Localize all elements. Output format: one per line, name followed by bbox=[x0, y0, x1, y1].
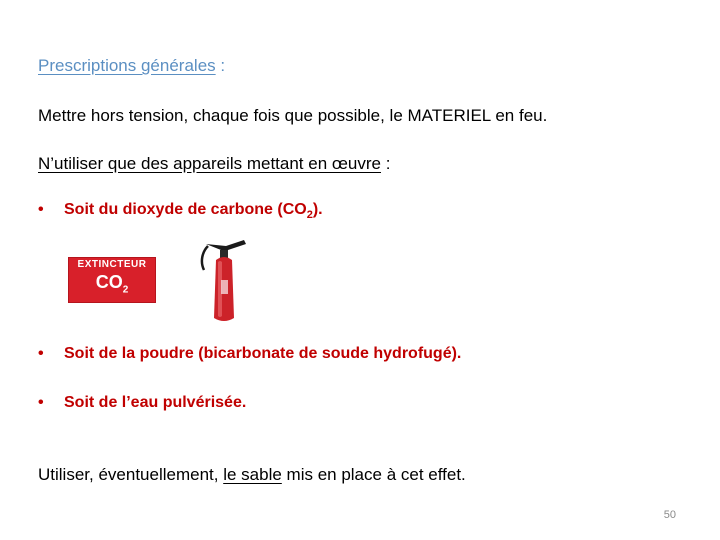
bullet-water bbox=[38, 394, 246, 412]
bullet-powder bbox=[38, 345, 461, 363]
instruction-sand-after: mis en place à cet effet. bbox=[281, 465, 466, 484]
instruction-devices-underlined: N’utiliser que des appareils mettant en œuvre bbox=[38, 154, 381, 173]
sign-co-text: CO bbox=[95, 271, 123, 292]
sign-bottom-text bbox=[96, 271, 129, 302]
bullet-marker: • bbox=[38, 345, 44, 362]
instruction-sand bbox=[38, 465, 466, 485]
bullet-marker: • bbox=[38, 201, 44, 218]
instruction-sand-underlined: le sable bbox=[223, 465, 282, 484]
fire-extinguisher-icon bbox=[196, 236, 252, 324]
bullet-co2-subscript: 2 bbox=[306, 209, 313, 222]
bullet-co2-text: Soit du dioxyde de carbone (CO bbox=[64, 201, 307, 218]
instruction-power-off: Mettre hors tension, chaque fois que possible, le MATERIEL en feu. bbox=[38, 106, 548, 125]
page-number: 50 bbox=[663, 509, 676, 521]
bullet-co2-end: ). bbox=[312, 201, 323, 218]
sign-co-subscript: 2 bbox=[122, 284, 129, 296]
sign-top-text: EXTINCTEUR bbox=[77, 258, 147, 270]
section-heading bbox=[38, 56, 225, 76]
instruction-devices-colon: : bbox=[381, 154, 391, 173]
instruction-sand-before: Utiliser, éventuellement, bbox=[38, 465, 224, 484]
extincteur-co2-sign bbox=[68, 257, 156, 303]
bullet-powder-text: Soit de la poudre (bicarbonate de soude hydrofugé). bbox=[64, 345, 462, 362]
bullet-marker: • bbox=[38, 394, 44, 411]
section-heading-colon: : bbox=[215, 56, 226, 75]
bullet-co2 bbox=[38, 201, 323, 221]
instruction-devices bbox=[38, 154, 390, 174]
section-heading-link[interactable]: Prescriptions générales bbox=[38, 56, 216, 75]
bullet-water-text: Soit de l’eau pulvérisée. bbox=[64, 394, 247, 411]
